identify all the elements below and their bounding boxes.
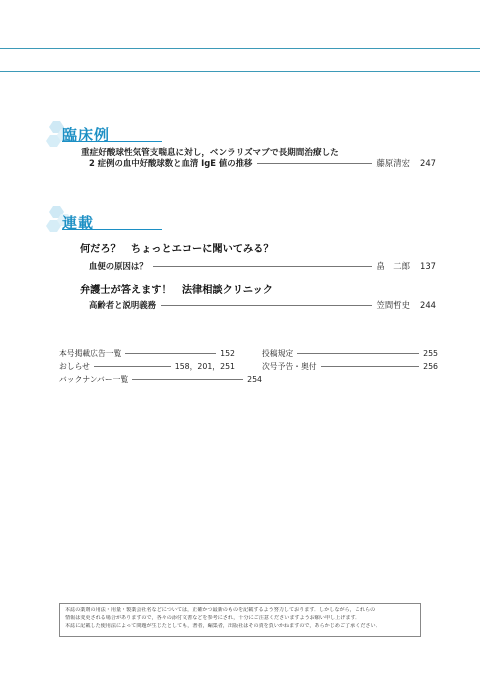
index-label: 投稿規定 <box>262 349 294 358</box>
series-item-title: 血便の原因は？ <box>89 261 148 271</box>
index-page: 256 <box>423 362 438 371</box>
index-label: バックナンバー一覧 <box>59 375 129 384</box>
disclaimer-line: 情報は変更される場合がありますので，各々の添付文書などを参考にされ，十分にご注意くださいますようお願い申し上げます． <box>65 614 361 621</box>
leader-line <box>153 266 372 267</box>
index-row <box>262 348 438 359</box>
series-entry-row <box>89 299 436 311</box>
leader-line <box>94 366 171 367</box>
index-row <box>262 361 438 372</box>
top-rule-lower <box>0 71 480 72</box>
article-page: 247 <box>420 158 436 168</box>
leader-line <box>297 353 419 354</box>
index-label: 本号掲載広告一覧 <box>59 349 122 358</box>
section-rule <box>62 229 162 230</box>
leader-line <box>321 366 420 367</box>
index-row <box>59 374 262 385</box>
series-item-page: 137 <box>420 261 436 271</box>
article-author: 藤原清宏 <box>376 158 410 168</box>
index-page: 158，201，251 <box>174 362 235 371</box>
section-rule <box>62 141 162 142</box>
article-title-line1: 重症好酸球性気管支喘息に対し，ベンラリズマブで長期間治療した <box>81 148 339 158</box>
index-page: 255 <box>423 349 438 358</box>
leader-line <box>161 305 372 306</box>
index-row <box>59 348 235 359</box>
section-title-series: 連載 <box>62 214 95 232</box>
series-item-page: 244 <box>420 300 436 310</box>
index-row <box>59 361 235 372</box>
article-title-line2: 2 症例の血中好酸球数と血清 IgE 値の推移 <box>89 158 253 168</box>
disclaimer-line: 本誌に記載した使用法によって問題が生じたとしても，著者，編集者，出版社はその責を負いかねますので，あらかじめご了承ください． <box>65 622 381 629</box>
series-item-author: 笠間哲史 <box>376 300 410 310</box>
section-title-clinical-cases: 臨床例 <box>62 126 111 144</box>
article-entry-row <box>89 157 436 169</box>
index-label: 次号予告・奥付 <box>262 362 317 371</box>
series-item-author: 畠 二郎 <box>376 261 410 271</box>
series-heading-legal: 弁護士が答えます！ 法律相談クリニック <box>80 285 273 296</box>
leader-line <box>125 353 216 354</box>
disclaimer-box <box>59 603 421 637</box>
leader-line <box>132 379 243 380</box>
top-rule-upper <box>0 48 480 49</box>
index-label: おしらせ <box>59 362 90 371</box>
series-heading-echo: 何だろ？ ちょっとエコーに聞いてみる？ <box>80 244 274 255</box>
disclaimer-line: 本誌の薬剤の用法・用量・製薬会社名などについては，正確かつ最新のものを記載するよう努力しております．しかしながら，これらの <box>65 607 376 613</box>
leader-line <box>257 163 371 164</box>
series-entry-row <box>89 260 436 272</box>
index-page: 254 <box>247 375 262 384</box>
series-item-title: 高齢者と説明義務 <box>89 300 156 310</box>
index-page: 152 <box>220 349 235 358</box>
